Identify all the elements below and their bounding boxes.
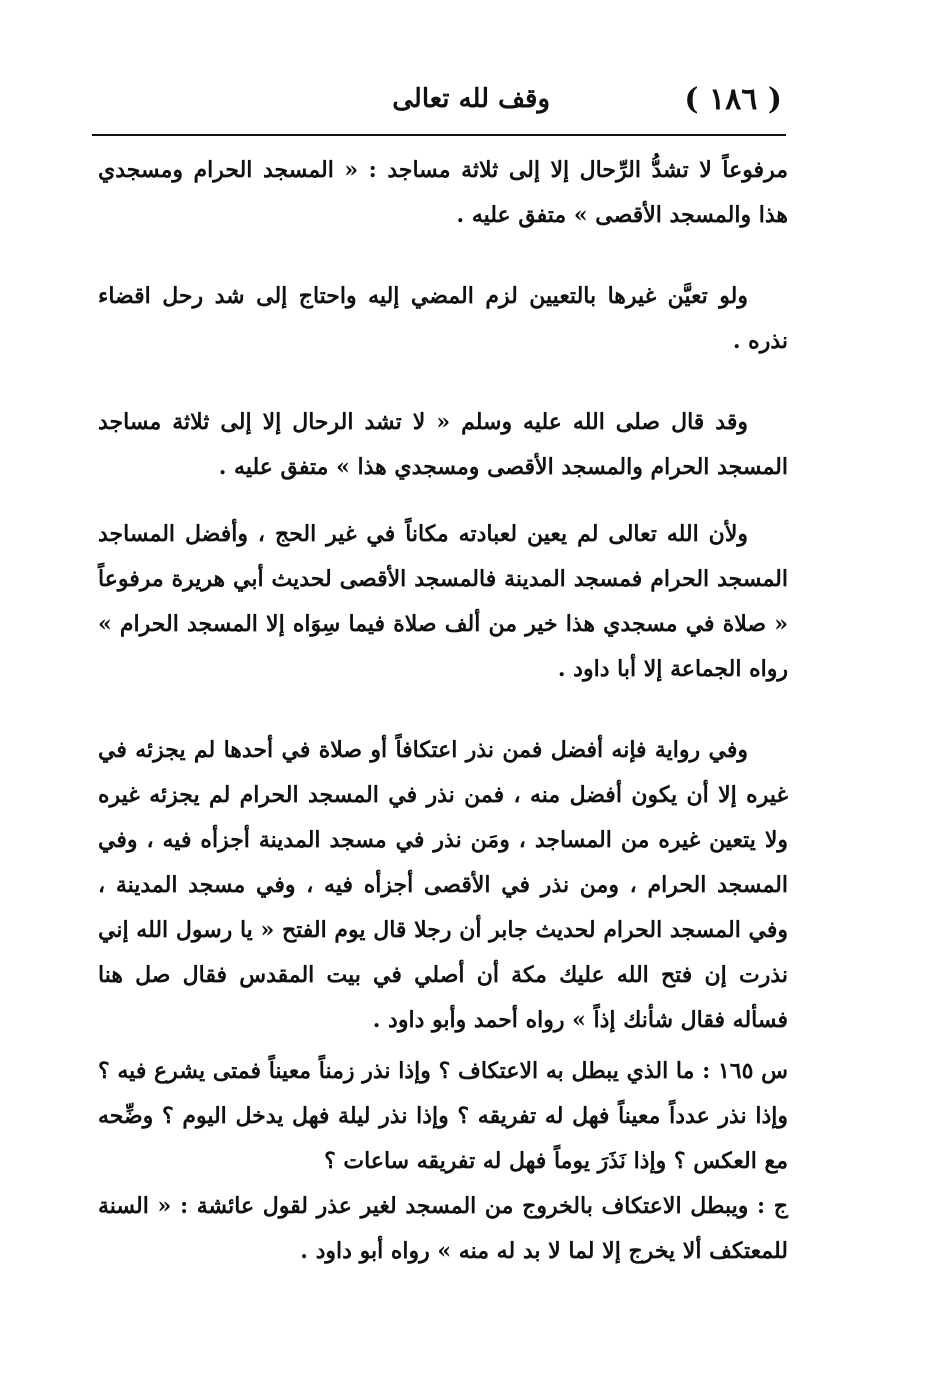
page-header bbox=[100, 78, 790, 128]
body-text bbox=[98, 148, 788, 1274]
page-number: ( ١٨٦ ) bbox=[684, 82, 782, 117]
paragraph-vow-ranking: وفي رواية فإنه أفضل فمن نذر اعتكافاً أو صلاة في أحدها لم يجزئه في غيره إلا أن يكون أفضل منه ، فمن نذر في المسجد الحرام لم يجزئه غيره ولا يتعين غيره من المساجد ، ومَن نذر في مسجد المدينة أجزأه فيه ، وفي المسجد الحرام ، ومن نذر في الأقصى أجزأه فيه ، وفي مسجد المدينة ، وفي المسجد الحرام لحديث جابر أن رجلا قال يوم الفتح « يا رسول الله إني نذرت إن فتح الله عليك مكة أن أصلي في بيت المقدس فقال صل هنا فسأله فقال شأنك إذاً » رواه أحمد وأبو داود . bbox=[98, 737, 788, 1033]
paragraph-hadith-continuation: مرفوعاً لا تشدُّ الرِّحال إلا إلى ثلاثة مساجد : « المسجد الحرام ومسجدي هذا والمسجد الأقصى » متفق عليه . bbox=[98, 157, 788, 228]
header-rule bbox=[92, 134, 786, 136]
paragraph-specified-other: ولو تعيَّن غيرها بالتعيين لزم المضي إليه واحتاج إلى شد رحل اقضاء نذره . bbox=[98, 283, 788, 354]
answer-165: ج : ويبطل الاعتكاف بالخروج من المسجد لغير عذر لقول عائشة : « السنة للمعتكف ألا يخرج إلا لما لا بد له منه » رواه أبو داود . bbox=[98, 1193, 788, 1264]
question-165: س ١٦٥ : ما الذي يبطل به الاعتكاف ؟ وإذا نذر زمناً معيناً فمتى يشرع فيه ؟ وإذا نذر عدداً معيناً فهل له تفريقه ؟ وإذا نذر ليلة فهل يدخل اليوم ؟ وضِّحه مع العكس ؟ وإذا نَذَرَ يوماً فهل له تفريقه ساعات ؟ bbox=[98, 1058, 788, 1174]
running-title: وقف لله تعالى bbox=[392, 84, 550, 114]
paragraph-three-mosques: وقد قال صلى الله عليه وسلم « لا تشد الرحال إلا إلى ثلاثة مساجد المسجد الحرام والمسجد الأقصى ومسجدي هذا » متفق عليه . bbox=[98, 409, 788, 480]
paragraph-virtue-of-mosques: ولأن الله تعالى لم يعين لعبادته مكاناً في غير الحج ، وأفضل المساجد المسجد الحرام فمسجد المدينة فالمسجد الأقصى لحديث أبي هريرة مرفوعاً « صلاة في مسجدي هذا خير من ألف صلاة فيما سِوَاه إلا المسجد الحرام » رواه الجماعة إلا أبا داود . bbox=[98, 521, 788, 682]
